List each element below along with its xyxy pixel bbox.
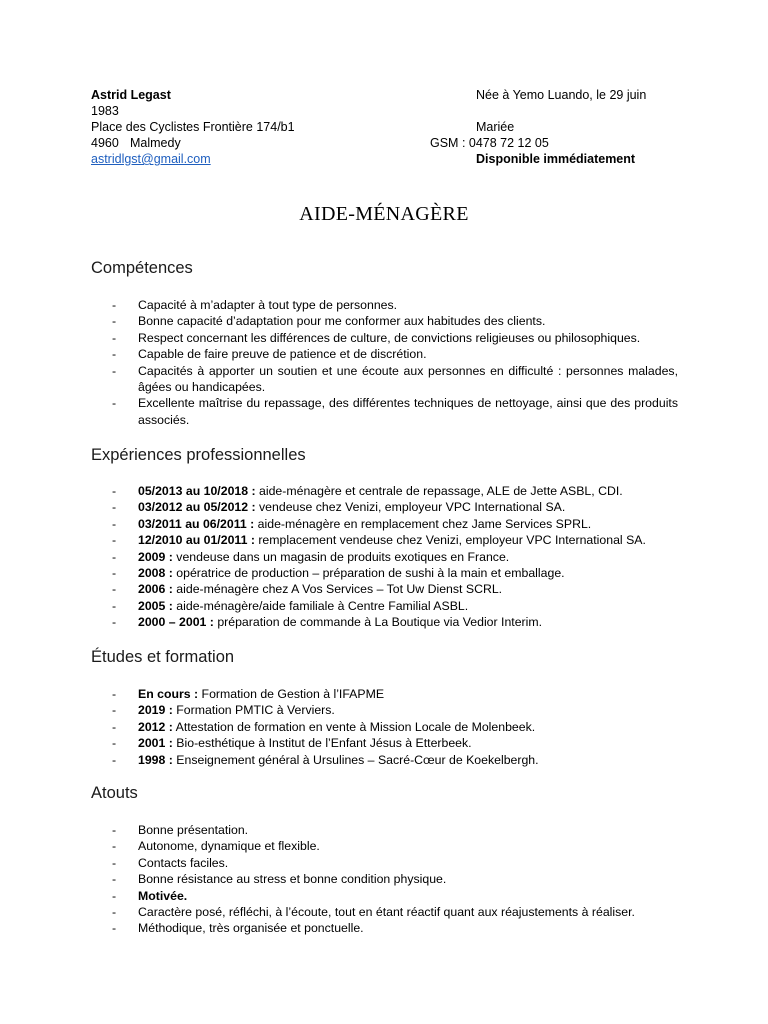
list-item: - 2001 : Bio-esthétique à Institut de l’Enfant Jésus à Etterbeek. xyxy=(112,736,472,751)
list-item: - 2019 : Formation PMTIC à Verviers. xyxy=(112,703,335,718)
list-item: - Caractère posé, réfléchi, à l’écoute, tout en étant réactif quant aux réajustements à réaliser. xyxy=(112,905,635,920)
list-item: - Bonne présentation. xyxy=(112,823,249,837)
section-heading-experiences: Expériences professionnelles xyxy=(91,446,306,464)
experiences-list xyxy=(112,483,678,631)
section-heading-competences: Compétences xyxy=(91,259,193,277)
list-item: - Respect concernant les différences de culture, de convictions religieuses ou philosophiques. xyxy=(112,330,641,345)
list-item: - 2012 : Attestation de formation en vente à Mission Locale de Molenbeek. xyxy=(112,719,536,734)
list-item: - Capacités à apporter un soutien et une écoute aux personnes en difficulté : personnes malades, âgées ou handicapées. xyxy=(112,363,678,395)
list-item: - 2009 : vendeuse dans un magasin de produits exotiques en France. xyxy=(112,549,510,564)
list-item: - 1998 : Enseignement général à Ursulines – Sacré-Cœur de Koekelbergh. xyxy=(112,752,539,767)
birth-year: 1983 xyxy=(91,104,119,118)
list-item: - Bonne résistance au stress et bonne condition physique. xyxy=(112,872,447,887)
list-item: - Capable de faire preuve de patience et de discrétion. xyxy=(112,347,427,362)
page-title: AIDE-MÉNAGÈRE xyxy=(299,203,469,225)
list-item: - Autonome, dynamique et flexible. xyxy=(112,839,320,854)
list-item: - Capacité à m’adapter à tout type de personnes. xyxy=(112,298,398,312)
list-item: - 2005 : aide-ménagère/aide familiale à Centre Familial ASBL. xyxy=(112,598,469,613)
email-link[interactable]: astridlgst@gmail.com xyxy=(91,152,211,166)
list-item: - Méthodique, très organisée et ponctuelle. xyxy=(112,921,364,936)
list-item: - 2006 : aide-ménagère chez A Vos Services – Tot Uw Dienst SCRL. xyxy=(112,582,503,597)
list-item: - 2000 – 2001 : préparation de commande à La Boutique via Vedior Interim. xyxy=(112,615,543,630)
birth-info: Née à Yemo Luando, le 29 juin xyxy=(476,88,647,102)
address-city: Malmedy xyxy=(130,136,181,150)
list-item: - 03/2011 au 06/2011 : aide-ménagère en remplacement chez Jame Services SPRL. xyxy=(112,516,592,531)
phone-number: GSM : 0478 72 12 05 xyxy=(430,136,549,150)
candidate-name: Astrid Legast xyxy=(91,88,171,102)
list-item: - 05/2013 au 10/2018 : aide-ménagère et centrale de repassage, ALE de Jette ASBL, CDI. xyxy=(112,484,623,498)
list-item: - 2008 : opératrice de production – préparation de sushi à la main et emballage. xyxy=(112,566,565,581)
section-heading-etudes: Études et formation xyxy=(91,648,235,666)
list-item: - En cours : Formation de Gestion à l’IFAPME xyxy=(112,687,385,701)
list-item: - Bonne capacité d’adaptation pour me conformer aux habitudes des clients. xyxy=(112,314,546,329)
availability: Disponible immédiatement xyxy=(476,152,636,166)
address-postcode: 4960 xyxy=(91,136,119,150)
list-item: - 12/2010 au 01/2011 : remplacement vendeuse chez Venizi, employeur VPC International SA. xyxy=(112,533,646,548)
competences-list xyxy=(112,297,678,428)
list-item: - Motivée. xyxy=(112,888,188,903)
section-heading-atouts: Atouts xyxy=(91,784,138,802)
list-item: - Contacts faciles. xyxy=(112,855,229,870)
list-item: - Excellente maîtrise du repassage, des différentes techniques de nettoyage, ainsi que des produits associés. xyxy=(112,396,678,427)
list-item: - 03/2012 au 05/2012 : vendeuse chez Venizi, employeur VPC International SA. xyxy=(112,500,566,515)
atouts-list xyxy=(112,822,678,937)
marital-status: Mariée xyxy=(476,120,515,134)
etudes-list xyxy=(112,686,678,768)
address-street: Place des Cyclistes Frontière 174/b1 xyxy=(91,120,295,134)
